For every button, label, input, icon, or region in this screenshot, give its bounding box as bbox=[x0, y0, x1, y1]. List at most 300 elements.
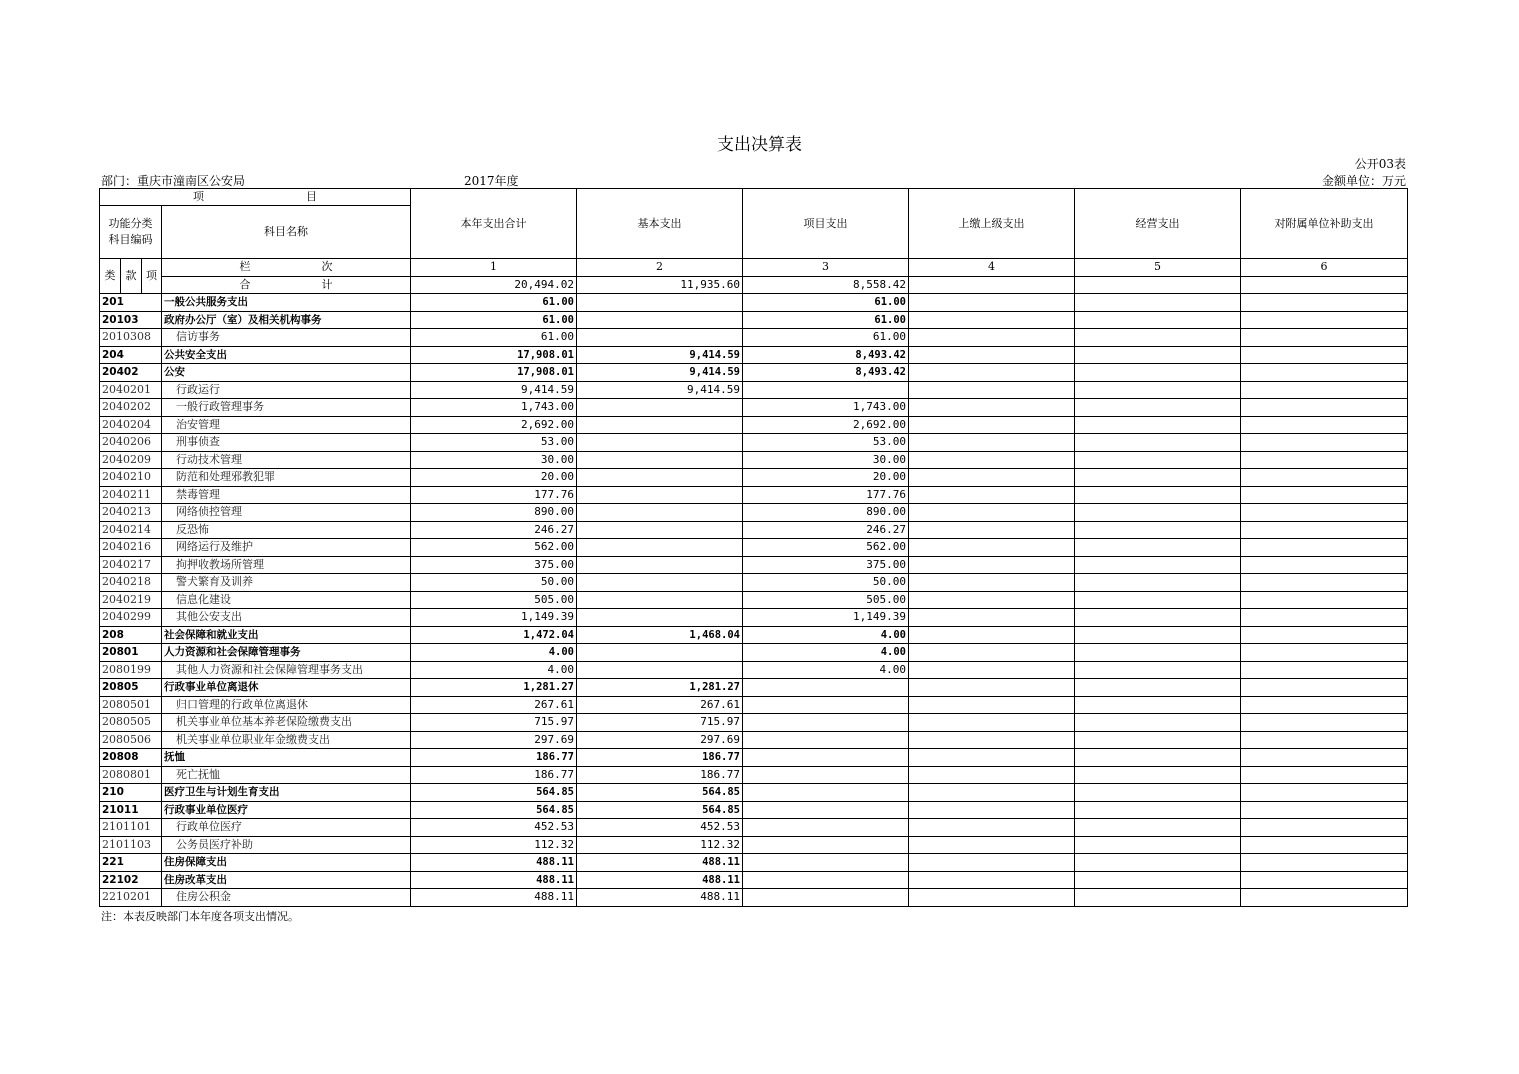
department-label: 部门：重庆市潼南区公安局 bbox=[101, 174, 246, 188]
col-index-1: 1 bbox=[411, 259, 577, 277]
row-basic: 452.53 bbox=[577, 819, 743, 837]
row-project: 246.27 bbox=[743, 521, 909, 539]
row-operation bbox=[1075, 749, 1241, 767]
kuan-header: 款 bbox=[121, 259, 142, 294]
row-total: 246.27 bbox=[411, 521, 577, 539]
row-total: 564.85 bbox=[411, 801, 577, 819]
row-project bbox=[743, 749, 909, 767]
table-row bbox=[100, 294, 1408, 312]
row-basic: 1,468.04 bbox=[577, 626, 743, 644]
row-name: 行政事业单位医疗 bbox=[162, 801, 411, 819]
row-name: 其他公安支出 bbox=[162, 609, 411, 627]
row-remit bbox=[909, 626, 1075, 644]
col-index-2: 2 bbox=[577, 259, 743, 277]
row-subsidy bbox=[1241, 329, 1408, 347]
table-row bbox=[100, 434, 1408, 452]
row-project bbox=[743, 871, 909, 889]
table-row bbox=[100, 661, 1408, 679]
row-subsidy bbox=[1241, 836, 1408, 854]
row-name: 信息化建设 bbox=[162, 591, 411, 609]
form-number: 公开03表 bbox=[1354, 157, 1406, 171]
row-basic bbox=[577, 311, 743, 329]
row-code: 20402 bbox=[100, 364, 162, 382]
table-row bbox=[100, 469, 1408, 487]
row-operation bbox=[1075, 731, 1241, 749]
row-remit bbox=[909, 329, 1075, 347]
row-project: 61.00 bbox=[743, 329, 909, 347]
row-remit bbox=[909, 416, 1075, 434]
table-row bbox=[100, 346, 1408, 364]
row-remit bbox=[909, 871, 1075, 889]
total-cell-operation bbox=[1075, 276, 1241, 294]
row-total: 488.11 bbox=[411, 854, 577, 872]
row-basic: 267.61 bbox=[577, 696, 743, 714]
row-remit bbox=[909, 469, 1075, 487]
row-project: 4.00 bbox=[743, 661, 909, 679]
row-subsidy bbox=[1241, 766, 1408, 784]
row-total: 17,908.01 bbox=[411, 346, 577, 364]
row-name: 住房保障支出 bbox=[162, 854, 411, 872]
row-code: 2040204 bbox=[100, 416, 162, 434]
row-basic bbox=[577, 434, 743, 452]
table-row bbox=[100, 416, 1408, 434]
row-basic: 112.32 bbox=[577, 836, 743, 854]
row-total: 17,908.01 bbox=[411, 364, 577, 382]
row-remit bbox=[909, 294, 1075, 312]
row-remit bbox=[909, 434, 1075, 452]
row-remit bbox=[909, 364, 1075, 382]
row-code: 20805 bbox=[100, 679, 162, 697]
row-project: 890.00 bbox=[743, 504, 909, 522]
row-operation bbox=[1075, 346, 1241, 364]
row-name: 刑事侦查 bbox=[162, 434, 411, 452]
lan-label: 栏 bbox=[239, 260, 251, 274]
row-total: 715.97 bbox=[411, 714, 577, 732]
total-cell-subsidy bbox=[1241, 276, 1408, 294]
row-total: 1,281.27 bbox=[411, 679, 577, 697]
row-operation bbox=[1075, 451, 1241, 469]
row-project: 1,743.00 bbox=[743, 399, 909, 417]
row-total: 177.76 bbox=[411, 486, 577, 504]
row-remit bbox=[909, 801, 1075, 819]
row-basic bbox=[577, 294, 743, 312]
row-project bbox=[743, 714, 909, 732]
row-operation bbox=[1075, 889, 1241, 907]
row-project: 61.00 bbox=[743, 294, 909, 312]
row-remit bbox=[909, 574, 1075, 592]
row-remit bbox=[909, 854, 1075, 872]
table-row bbox=[100, 749, 1408, 767]
row-operation bbox=[1075, 644, 1241, 662]
col-header-remit: 上缴上级支出 bbox=[909, 189, 1075, 259]
row-total: 61.00 bbox=[411, 294, 577, 312]
row-basic: 488.11 bbox=[577, 854, 743, 872]
row-operation bbox=[1075, 854, 1241, 872]
row-project: 4.00 bbox=[743, 644, 909, 662]
row-name: 政府办公厅（室）及相关机构事务 bbox=[162, 311, 411, 329]
row-remit bbox=[909, 644, 1075, 662]
row-code: 204 bbox=[100, 346, 162, 364]
row-remit bbox=[909, 749, 1075, 767]
row-name: 抚恤 bbox=[162, 749, 411, 767]
row-remit bbox=[909, 311, 1075, 329]
row-total: 20.00 bbox=[411, 469, 577, 487]
row-operation bbox=[1075, 714, 1241, 732]
row-total: 186.77 bbox=[411, 766, 577, 784]
subject-name-header: 科目名称 bbox=[162, 206, 411, 259]
row-name: 反恐怖 bbox=[162, 521, 411, 539]
row-basic bbox=[577, 399, 743, 417]
row-subsidy bbox=[1241, 801, 1408, 819]
row-remit bbox=[909, 486, 1075, 504]
row-basic bbox=[577, 661, 743, 679]
row-remit bbox=[909, 346, 1075, 364]
row-basic: 564.85 bbox=[577, 784, 743, 802]
row-remit bbox=[909, 819, 1075, 837]
row-code: 2040211 bbox=[100, 486, 162, 504]
row-basic bbox=[577, 486, 743, 504]
table-row bbox=[100, 399, 1408, 417]
table-row bbox=[100, 556, 1408, 574]
row-operation bbox=[1075, 521, 1241, 539]
row-name: 行政事业单位离退休 bbox=[162, 679, 411, 697]
row-total: 267.61 bbox=[411, 696, 577, 714]
row-project bbox=[743, 889, 909, 907]
row-remit bbox=[909, 381, 1075, 399]
row-total: 61.00 bbox=[411, 311, 577, 329]
row-name: 网络侦控管理 bbox=[162, 504, 411, 522]
row-operation bbox=[1075, 504, 1241, 522]
func-code-line2: 科目编码 bbox=[108, 233, 153, 246]
row-basic: 186.77 bbox=[577, 766, 743, 784]
row-name: 拘押收教场所管理 bbox=[162, 556, 411, 574]
row-total: 488.11 bbox=[411, 889, 577, 907]
fiscal-year: 2017年度 bbox=[464, 174, 519, 188]
row-code: 2040202 bbox=[100, 399, 162, 417]
row-operation bbox=[1075, 416, 1241, 434]
total-label bbox=[162, 276, 411, 294]
row-total: 297.69 bbox=[411, 731, 577, 749]
row-project bbox=[743, 836, 909, 854]
row-code: 2040219 bbox=[100, 591, 162, 609]
row-total: 1,149.39 bbox=[411, 609, 577, 627]
row-code: 2080506 bbox=[100, 731, 162, 749]
row-operation bbox=[1075, 556, 1241, 574]
row-total: 50.00 bbox=[411, 574, 577, 592]
row-operation bbox=[1075, 679, 1241, 697]
row-subsidy bbox=[1241, 626, 1408, 644]
row-name: 机关事业单位职业年金缴费支出 bbox=[162, 731, 411, 749]
total-cell-project: 8,558.42 bbox=[743, 276, 909, 294]
row-total: 375.00 bbox=[411, 556, 577, 574]
col-index-4: 4 bbox=[909, 259, 1075, 277]
row-name: 信访事务 bbox=[162, 329, 411, 347]
table-body bbox=[100, 189, 1408, 907]
row-basic: 488.11 bbox=[577, 889, 743, 907]
row-project: 505.00 bbox=[743, 591, 909, 609]
row-total: 186.77 bbox=[411, 749, 577, 767]
row-subsidy bbox=[1241, 889, 1408, 907]
row-code: 2040201 bbox=[100, 381, 162, 399]
row-total: 505.00 bbox=[411, 591, 577, 609]
row-code: 2101101 bbox=[100, 819, 162, 837]
row-name: 公务员医疗补助 bbox=[162, 836, 411, 854]
row-operation bbox=[1075, 469, 1241, 487]
row-basic bbox=[577, 539, 743, 557]
row-code: 2040206 bbox=[100, 434, 162, 452]
item-header bbox=[100, 189, 411, 206]
row-total: 564.85 bbox=[411, 784, 577, 802]
row-basic: 715.97 bbox=[577, 714, 743, 732]
row-subsidy bbox=[1241, 714, 1408, 732]
row-name: 一般行政管理事务 bbox=[162, 399, 411, 417]
row-code: 2040218 bbox=[100, 574, 162, 592]
col-header-total: 本年支出合计 bbox=[411, 189, 577, 259]
table-row bbox=[100, 731, 1408, 749]
lei-header: 类 bbox=[100, 259, 121, 294]
total-he: 合 bbox=[239, 277, 251, 291]
table-row bbox=[100, 644, 1408, 662]
row-project bbox=[743, 801, 909, 819]
row-operation bbox=[1075, 574, 1241, 592]
row-code: 2210201 bbox=[100, 889, 162, 907]
row-remit bbox=[909, 696, 1075, 714]
row-basic bbox=[577, 504, 743, 522]
row-project bbox=[743, 766, 909, 784]
table-row bbox=[100, 329, 1408, 347]
table-row bbox=[100, 679, 1408, 697]
row-project: 375.00 bbox=[743, 556, 909, 574]
table-row bbox=[100, 784, 1408, 802]
row-total: 4.00 bbox=[411, 661, 577, 679]
col-index-3: 3 bbox=[743, 259, 909, 277]
row-name: 人力资源和社会保障管理事务 bbox=[162, 644, 411, 662]
row-remit bbox=[909, 731, 1075, 749]
row-basic bbox=[577, 416, 743, 434]
row-operation bbox=[1075, 329, 1241, 347]
total-cell-total: 20,494.02 bbox=[411, 276, 577, 294]
row-operation bbox=[1075, 801, 1241, 819]
row-total: 53.00 bbox=[411, 434, 577, 452]
row-total: 30.00 bbox=[411, 451, 577, 469]
row-basic bbox=[577, 469, 743, 487]
row-subsidy bbox=[1241, 609, 1408, 627]
table-row bbox=[100, 311, 1408, 329]
row-total: 112.32 bbox=[411, 836, 577, 854]
row-subsidy bbox=[1241, 731, 1408, 749]
table-row bbox=[100, 574, 1408, 592]
row-basic bbox=[577, 574, 743, 592]
row-code: 2040216 bbox=[100, 539, 162, 557]
row-code: 20808 bbox=[100, 749, 162, 767]
row-code: 22102 bbox=[100, 871, 162, 889]
row-operation bbox=[1075, 434, 1241, 452]
row-subsidy bbox=[1241, 434, 1408, 452]
row-name: 防范和处理邪教犯罪 bbox=[162, 469, 411, 487]
row-code: 201 bbox=[100, 294, 162, 312]
row-name: 行动技术管理 bbox=[162, 451, 411, 469]
row-operation bbox=[1075, 784, 1241, 802]
row-basic bbox=[577, 644, 743, 662]
row-subsidy bbox=[1241, 346, 1408, 364]
row-project bbox=[743, 381, 909, 399]
func-code-line1: 功能分类 bbox=[108, 217, 153, 230]
row-project: 61.00 bbox=[743, 311, 909, 329]
row-project: 2,692.00 bbox=[743, 416, 909, 434]
row-operation bbox=[1075, 364, 1241, 382]
row-operation bbox=[1075, 661, 1241, 679]
table-row bbox=[100, 504, 1408, 522]
table-row bbox=[100, 539, 1408, 557]
row-total: 890.00 bbox=[411, 504, 577, 522]
row-subsidy bbox=[1241, 486, 1408, 504]
row-total: 488.11 bbox=[411, 871, 577, 889]
row-project bbox=[743, 696, 909, 714]
table-row bbox=[100, 801, 1408, 819]
row-code: 20103 bbox=[100, 311, 162, 329]
row-project: 53.00 bbox=[743, 434, 909, 452]
item-header-right: 目 bbox=[306, 190, 317, 203]
row-code: 2080199 bbox=[100, 661, 162, 679]
row-operation bbox=[1075, 871, 1241, 889]
row-operation bbox=[1075, 294, 1241, 312]
row-project: 177.76 bbox=[743, 486, 909, 504]
row-subsidy bbox=[1241, 819, 1408, 837]
table-row bbox=[100, 364, 1408, 382]
table-row bbox=[100, 714, 1408, 732]
row-basic: 9,414.59 bbox=[577, 364, 743, 382]
row-subsidy bbox=[1241, 661, 1408, 679]
row-subsidy bbox=[1241, 556, 1408, 574]
row-name: 住房公积金 bbox=[162, 889, 411, 907]
row-project bbox=[743, 854, 909, 872]
row-operation bbox=[1075, 836, 1241, 854]
row-project: 8,493.42 bbox=[743, 364, 909, 382]
row-code: 208 bbox=[100, 626, 162, 644]
row-code: 2040299 bbox=[100, 609, 162, 627]
row-subsidy bbox=[1241, 574, 1408, 592]
row-total: 1,472.04 bbox=[411, 626, 577, 644]
col-header-basic: 基本支出 bbox=[577, 189, 743, 259]
row-remit bbox=[909, 521, 1075, 539]
table-row bbox=[100, 609, 1408, 627]
row-project bbox=[743, 784, 909, 802]
row-subsidy bbox=[1241, 854, 1408, 872]
row-basic bbox=[577, 521, 743, 539]
row-total: 4.00 bbox=[411, 644, 577, 662]
row-basic bbox=[577, 591, 743, 609]
table-row bbox=[100, 854, 1408, 872]
row-subsidy bbox=[1241, 381, 1408, 399]
row-code: 2080801 bbox=[100, 766, 162, 784]
table-row bbox=[100, 381, 1408, 399]
row-basic bbox=[577, 451, 743, 469]
row-basic: 9,414.59 bbox=[577, 381, 743, 399]
col-header-project: 项目支出 bbox=[743, 189, 909, 259]
row-subsidy bbox=[1241, 311, 1408, 329]
table-row bbox=[100, 836, 1408, 854]
row-subsidy bbox=[1241, 521, 1408, 539]
table-row bbox=[100, 819, 1408, 837]
table-row bbox=[100, 486, 1408, 504]
table-row bbox=[100, 591, 1408, 609]
row-remit bbox=[909, 399, 1075, 417]
col-header-subsidy: 对附属单位补助支出 bbox=[1241, 189, 1408, 259]
expenditure-table bbox=[99, 188, 1408, 907]
row-remit bbox=[909, 714, 1075, 732]
row-name: 一般公共服务支出 bbox=[162, 294, 411, 312]
table-row bbox=[100, 871, 1408, 889]
row-basic: 1,281.27 bbox=[577, 679, 743, 697]
row-subsidy bbox=[1241, 644, 1408, 662]
header-row-3 bbox=[100, 259, 1408, 277]
row-remit bbox=[909, 661, 1075, 679]
row-code: 21011 bbox=[100, 801, 162, 819]
row-subsidy bbox=[1241, 591, 1408, 609]
row-code: 20801 bbox=[100, 644, 162, 662]
row-total: 61.00 bbox=[411, 329, 577, 347]
row-name: 公共安全支出 bbox=[162, 346, 411, 364]
row-project: 8,493.42 bbox=[743, 346, 909, 364]
row-name: 社会保障和就业支出 bbox=[162, 626, 411, 644]
row-total: 2,692.00 bbox=[411, 416, 577, 434]
row-total: 562.00 bbox=[411, 539, 577, 557]
row-code: 2040209 bbox=[100, 451, 162, 469]
row-operation bbox=[1075, 539, 1241, 557]
table-note: 注：本表反映部门本年度各项支出情况。 bbox=[101, 910, 299, 923]
row-name: 死亡抚恤 bbox=[162, 766, 411, 784]
row-subsidy bbox=[1241, 504, 1408, 522]
row-basic bbox=[577, 609, 743, 627]
row-basic: 186.77 bbox=[577, 749, 743, 767]
total-cell-remit bbox=[909, 276, 1075, 294]
amount-unit: 金额单位：万元 bbox=[1321, 174, 1406, 188]
row-remit bbox=[909, 504, 1075, 522]
header-row-1 bbox=[100, 189, 1408, 206]
row-basic: 9,414.59 bbox=[577, 346, 743, 364]
row-operation bbox=[1075, 399, 1241, 417]
row-operation bbox=[1075, 591, 1241, 609]
row-remit bbox=[909, 591, 1075, 609]
row-remit bbox=[909, 609, 1075, 627]
row-code: 2101103 bbox=[100, 836, 162, 854]
row-name: 机关事业单位基本养老保险缴费支出 bbox=[162, 714, 411, 732]
row-basic: 564.85 bbox=[577, 801, 743, 819]
row-subsidy bbox=[1241, 416, 1408, 434]
total-cell-basic: 11,935.60 bbox=[577, 276, 743, 294]
row-name: 公安 bbox=[162, 364, 411, 382]
row-subsidy bbox=[1241, 364, 1408, 382]
row-basic: 297.69 bbox=[577, 731, 743, 749]
row-remit bbox=[909, 679, 1075, 697]
row-operation bbox=[1075, 609, 1241, 627]
table-row bbox=[100, 766, 1408, 784]
row-total: 452.53 bbox=[411, 819, 577, 837]
row-remit bbox=[909, 451, 1075, 469]
row-basic bbox=[577, 556, 743, 574]
row-remit bbox=[909, 556, 1075, 574]
row-operation bbox=[1075, 696, 1241, 714]
row-subsidy bbox=[1241, 749, 1408, 767]
row-total: 1,743.00 bbox=[411, 399, 577, 417]
item-header-left: 项 bbox=[193, 190, 204, 203]
row-code: 210 bbox=[100, 784, 162, 802]
row-subsidy bbox=[1241, 784, 1408, 802]
row-name: 治安管理 bbox=[162, 416, 411, 434]
row-remit bbox=[909, 539, 1075, 557]
row-subsidy bbox=[1241, 696, 1408, 714]
row-code: 2040214 bbox=[100, 521, 162, 539]
